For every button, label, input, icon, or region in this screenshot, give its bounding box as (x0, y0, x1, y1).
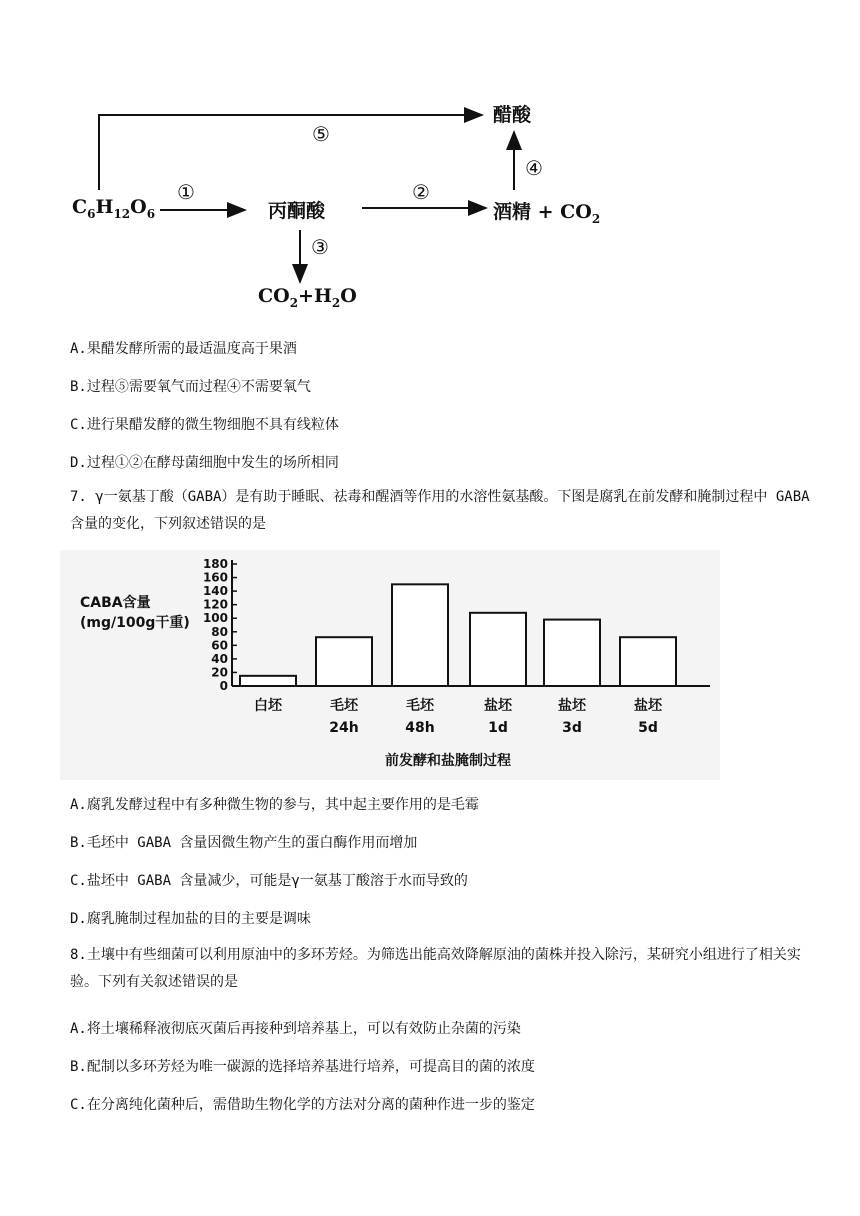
category-label-line1: 盐坯 (634, 698, 662, 714)
y-tick-label: 100 (202, 611, 228, 626)
chart-ylabel-line1: CABA含量 (80, 595, 151, 611)
category-label-line2: 3d (562, 720, 582, 736)
q6-option-d: D.过程①②在酵母菌细胞中发生的场所相同 (70, 455, 339, 471)
glucose-label: $C_6H_{12}O_6$ (72, 196, 156, 221)
category-label (309, 695, 379, 739)
category-label-line1: 盐坯 (484, 698, 512, 714)
bar-1 (316, 637, 372, 686)
category-label-line2: 1d (488, 720, 508, 736)
q7-option-c: C.盐坯中 GABA 含量减少，可能是γ一氨基丁酸溶于水而导致的 (70, 873, 468, 889)
y-tick-label: 160 (202, 570, 228, 585)
q7-option-d: D.腐乳腌制过程加盐的目的主要是调味 (70, 911, 311, 927)
ethanol-co2-label: 酒精 + $CO_2$ (493, 201, 601, 226)
chart-ylabel-line2: (mg/100g干重) (80, 615, 190, 631)
co2-h2o-label: $CO_2+H_2O$ (258, 285, 357, 310)
y-tick-label: 140 (202, 584, 228, 599)
pyruvate-label: 丙酮酸 (268, 200, 326, 222)
acetic-acid-label: 醋酸 (493, 104, 532, 126)
step3-marker: ③ (311, 235, 329, 259)
y-tick-label: 120 (202, 597, 228, 612)
bar-0 (240, 676, 296, 686)
step2-marker: ② (412, 180, 430, 204)
bar-5 (620, 637, 676, 686)
step5-marker: ⑤ (312, 122, 330, 146)
q6-option-c: C.进行果醋发酵的微生物细胞不具有线粒体 (70, 417, 339, 433)
y-tick-label: 0 (219, 679, 228, 693)
q8-option-b: B.配制以多环芳烃为唯一碳源的选择培养基进行培养，可提高目的菌的浓度 (70, 1059, 535, 1075)
category-label (613, 695, 683, 739)
q7-option-b: B.毛坯中 GABA 含量因微生物产生的蛋白酶作用而增加 (70, 835, 418, 851)
y-tick-label: 80 (211, 624, 228, 639)
category-label (537, 695, 607, 739)
q8-option-c: C.在分离纯化菌种后，需借助生物化学的方法对分离的菌种作进一步的鉴定 (70, 1097, 535, 1113)
y-tick-label: 60 (211, 638, 228, 653)
y-tick-label: 180 (202, 557, 228, 571)
category-label-line1: 毛坯 (406, 698, 434, 714)
chart-plot (60, 550, 720, 780)
arrow-step5 (99, 115, 482, 190)
bar-4 (544, 620, 600, 686)
q8-stem: 8.土壤中有些细菌可以利用原油中的多环芳烃。为筛选出能高效降解原油的菌株并投入除污，某研究小组进行了相关实验。下列有关叙述错误的是 (70, 947, 801, 990)
category-label (233, 695, 303, 717)
q6-option-b: B.过程⑤需要氧气而过程④不需要氧气 (70, 379, 311, 395)
diagram-arrows (0, 0, 860, 330)
category-label-line1: 盐坯 (558, 698, 586, 714)
category-label-line1: 白坯 (254, 698, 282, 714)
y-tick-label: 20 (211, 665, 228, 680)
step4-marker: ④ (525, 156, 543, 180)
gaba-bar-chart (60, 550, 720, 780)
q8-option-a: A.将土壤稀释液彻底灭菌后再接种到培养基上，可以有效防止杂菌的污染 (70, 1021, 521, 1037)
q7-option-a: A.腐乳发酵过程中有多种微生物的参与，其中起主要作用的是毛霉 (70, 797, 479, 813)
chart-xlabel: 前发酵和盐腌制过程 (385, 753, 511, 769)
step1-marker: ① (177, 180, 195, 204)
category-label-line2: 48h (405, 720, 435, 736)
bar-2 (392, 584, 448, 686)
q6-option-a: A.果醋发酵所需的最适温度高于果酒 (70, 341, 297, 357)
category-label-line2: 5d (638, 720, 658, 736)
bar-3 (470, 613, 526, 686)
category-label (463, 695, 533, 739)
y-tick-label: 40 (211, 651, 228, 666)
category-label (385, 695, 455, 739)
category-label-line2: 24h (329, 720, 359, 736)
metabolism-diagram (0, 0, 860, 330)
q7-stem: 7. γ一氨基丁酸（GABA）是有助于睡眠、祛毒和醒酒等作用的水溶性氨基酸。下图是腐乳在前发酵和腌制过程中 GABA 含量的变化，下列叙述错误的是 (70, 489, 810, 532)
category-label-line1: 毛坯 (330, 698, 358, 714)
